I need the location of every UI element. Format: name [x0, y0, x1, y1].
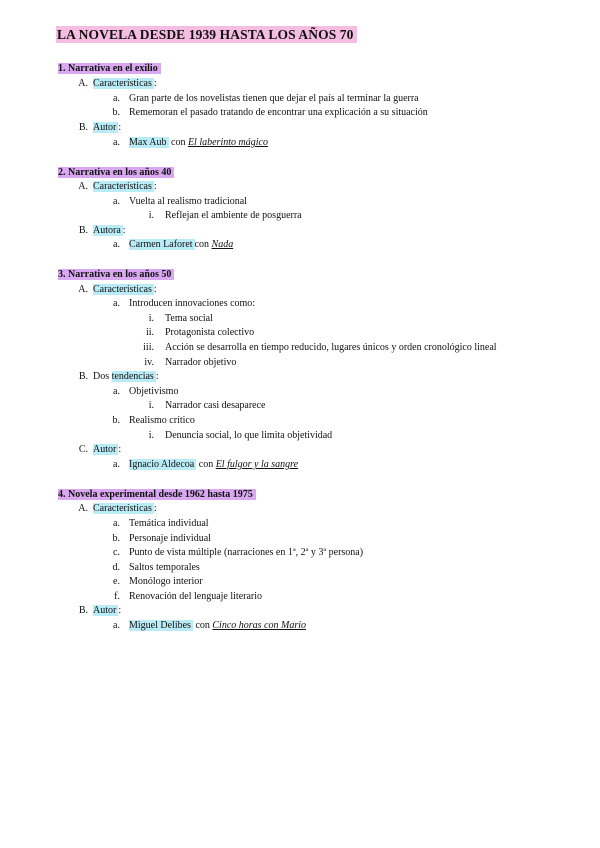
marker: a.: [113, 196, 120, 207]
list-item: Reflejan el ambiente de posguerra: [165, 210, 302, 221]
document-title-text: LA NOVELA DESDE 1939 HASTA LOS AÑOS 70: [56, 26, 357, 43]
marker: b.: [112, 107, 120, 118]
con-word: con: [171, 137, 186, 148]
list-item: Monólogo interior: [129, 576, 203, 587]
colon: :: [153, 503, 157, 514]
marker: A.: [78, 78, 88, 89]
marker: iii.: [143, 342, 154, 353]
section-2-heading: [58, 166, 174, 179]
list-item: Denuncia social, lo que limita objetividad: [165, 430, 333, 441]
section-4-b-label: [93, 604, 121, 617]
section-4-heading: [58, 488, 256, 501]
marker: a.: [113, 298, 120, 309]
author-line: [129, 238, 233, 251]
label-text: Características: [93, 181, 152, 192]
author-name: Miguel Delibes: [129, 620, 191, 631]
section-2-heading-text: 2. Narrativa en los años 40: [58, 167, 174, 178]
list-item: Gran parte de los novelistas tienen que dejar el país al terminar la guerra: [129, 93, 419, 104]
marker: a.: [113, 620, 120, 631]
section-1-a-label: [93, 77, 157, 90]
author-name: Max Aub: [129, 137, 167, 148]
marker: B.: [78, 605, 88, 616]
section-1-heading: [58, 62, 161, 75]
con-word: con: [198, 459, 214, 470]
colon: :: [118, 122, 122, 133]
marker: a.: [113, 518, 120, 529]
con-word: con: [194, 239, 210, 250]
con-word: con: [195, 620, 210, 631]
work-title: Cinco horas con Mario: [212, 620, 306, 631]
work-title: Nada: [211, 239, 234, 250]
marker: A.: [78, 181, 88, 192]
section-2-a-label: [93, 180, 157, 193]
section-3-b-label: [93, 370, 159, 383]
list-item: Narrador casi desaparece: [165, 400, 266, 411]
label-text: tendencias: [111, 371, 154, 382]
list-item: Acción se desarrolla en tiempo reducido, lugares únicos y orden cronológico lineal: [165, 342, 497, 353]
list-item: Tema social: [165, 313, 213, 324]
marker: i.: [148, 210, 154, 221]
work-title: El fulgor y la sangre: [215, 459, 299, 470]
marker: i.: [148, 313, 154, 324]
section-3-c-label: [93, 443, 121, 456]
section-3-heading: [58, 268, 174, 281]
section-1-b-label: [93, 121, 121, 134]
marker: iv.: [144, 357, 154, 368]
colon: :: [118, 605, 122, 616]
section-3-a-label: [93, 283, 157, 296]
marker: e.: [113, 576, 120, 587]
marker: f.: [114, 591, 120, 602]
list-item: Temática individual: [129, 518, 209, 529]
marker: B.: [78, 122, 88, 133]
colon: :: [122, 225, 126, 236]
marker: C.: [78, 444, 88, 455]
list-item: Realismo crítico: [129, 415, 195, 426]
label-text: Autor: [93, 605, 117, 616]
list-item: Introducen innovaciones como:: [129, 298, 256, 309]
marker: ii.: [145, 327, 154, 338]
list-item: Personaje individual: [129, 533, 211, 544]
marker: a.: [113, 459, 120, 470]
section-3-heading-text: 3. Narrativa en los años 50: [58, 269, 174, 280]
label-text: Características: [93, 503, 152, 514]
list-item: Objetivismo: [129, 386, 179, 397]
list-item: Punto de vista múltiple (narraciones en 1ª, 2ª y 3ª persona): [129, 547, 364, 558]
work-title: El laberinto mágico: [187, 137, 268, 148]
section-1-heading-text: 1. Narrativa en el exilio: [58, 63, 161, 74]
section-2-b-label: [93, 224, 126, 237]
author-line: [129, 619, 306, 632]
marker: a.: [113, 239, 120, 250]
marker: c.: [113, 547, 120, 558]
label-text: Autor: [93, 444, 117, 455]
marker: a.: [113, 386, 120, 397]
colon: :: [155, 371, 159, 382]
label-text: Autor: [93, 122, 117, 133]
section-4-heading-text: 4. Novela experimental desde 1962 hasta 1975: [58, 489, 256, 500]
colon: :: [153, 78, 157, 89]
label-prefix: Dos: [93, 371, 110, 382]
document-title: [56, 27, 357, 43]
marker: A.: [78, 284, 88, 295]
author-line: [129, 136, 268, 149]
list-item: Saltos temporales: [129, 562, 200, 573]
label-text: Características: [93, 78, 152, 89]
list-item: Protagonista colectivo: [165, 327, 255, 338]
label-text: Autora: [93, 225, 121, 236]
list-item: Rememoran el pasado tratando de encontrar una explicación a su situación: [129, 107, 428, 118]
marker: d.: [112, 562, 120, 573]
label-text: Características: [93, 284, 152, 295]
marker: B.: [78, 225, 88, 236]
marker: b.: [112, 533, 120, 544]
author-line: [129, 458, 298, 471]
author-name: Ignacio Aldecoa: [129, 459, 195, 470]
list-item: Narrador objetivo: [165, 357, 237, 368]
colon: :: [153, 181, 157, 192]
marker: B.: [78, 371, 88, 382]
colon: :: [153, 284, 157, 295]
colon: :: [118, 444, 122, 455]
marker: b.: [112, 415, 120, 426]
list-item: Renovación del lenguaje literario: [129, 591, 263, 602]
marker: A.: [78, 503, 88, 514]
marker: i.: [148, 400, 154, 411]
section-4-a-label: [93, 502, 157, 515]
list-item: Vuelta al realismo tradicional: [129, 196, 247, 207]
marker: i.: [148, 430, 154, 441]
marker: a.: [113, 93, 120, 104]
marker: a.: [113, 137, 120, 148]
author-name: Carmen Laforet: [129, 239, 193, 250]
